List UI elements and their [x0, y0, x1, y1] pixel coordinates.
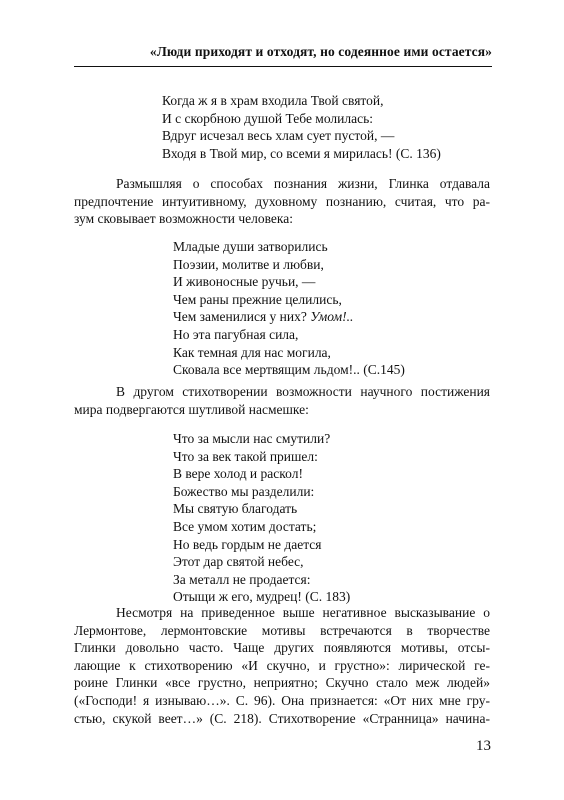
- paragraph-line: зум сковывает возможности человека:: [74, 211, 293, 227]
- poem-line: В вере холод и раскол!: [173, 466, 303, 482]
- paragraph-line: лающие к стихотворению «И скучно, и грустно»: лирической ге-: [74, 657, 490, 673]
- poem-line: Сковала все мертвящим льдом!.. (С.145): [173, 362, 405, 378]
- poem-line: За металл не продается:: [173, 571, 311, 587]
- paragraph-line: Несмотря на приведенное выше негативное высказывание о: [116, 605, 490, 620]
- paragraph-2: [74, 383, 490, 418]
- poem-line: Вдруг исчезал весь хлам сует пустой, —: [162, 128, 395, 144]
- poem-line: Что за век такой пришел:: [173, 448, 318, 464]
- poem-italic-word: Умом!..: [310, 309, 354, 325]
- poem-line: Мы святую благодать: [173, 501, 298, 517]
- poem-line: Как темная для нас могила,: [173, 344, 331, 360]
- paragraph-line: роине Глинки «все грустно, неприятно; Скучно стало меж людей»: [74, 675, 490, 691]
- paragraph-1: [74, 175, 490, 228]
- poem-line: Но эта пагубная сила,: [173, 326, 299, 342]
- paragraph-line: предпочтение интуитивному, духовному познанию, считая, что ра-: [74, 193, 490, 209]
- poem-stanza-1: [162, 92, 441, 162]
- paragraph-line: мира подвергаются шутливой насмешке:: [74, 401, 309, 417]
- poem-line-text: Чем заменилися у них?: [173, 309, 311, 325]
- poem-stanza-2: [173, 238, 405, 379]
- header-rule: [74, 66, 492, 67]
- poem-stanza-3: [173, 430, 350, 606]
- poem-line: Младые души затворились: [173, 239, 328, 254]
- running-header: «Люди приходят и отходят, но содеянное ими остается»: [149, 44, 492, 59]
- paragraph-line: Лермонтове, лермонтовские мотивы встречаются в творчестве: [74, 622, 490, 638]
- poem-line: И живоносные ручьи, —: [173, 274, 316, 290]
- paragraph-line: стью, скукой веет…» (С. 218). Стихотворение «Странница» начина-: [74, 710, 490, 726]
- poem-line: [173, 308, 405, 326]
- page-number: 13: [476, 738, 491, 754]
- poem-line: Этот дар святой небес,: [173, 554, 304, 570]
- poem-line: Но ведь гордым не дается: [173, 536, 322, 552]
- paragraph-line: В другом стихотворении возможности научного постижения: [116, 384, 490, 399]
- poem-line: Когда ж я в храм входила Твой святой,: [162, 93, 384, 108]
- poem-line: Все умом хотим достать;: [173, 518, 317, 534]
- paragraph-line: («Господи! я изнываю…». С. 96). Она признается: «От них мне гру-: [74, 692, 490, 708]
- paragraph-line: Глинки довольно часто. Чаще других появляются мотивы, отсы-: [74, 640, 490, 656]
- poem-line: Входя в Твой мир, со всеми я мирилась! (С. 136): [162, 145, 441, 161]
- paragraph-line: Размышляя о способах познания жизни, Глинка отдавала: [116, 176, 490, 191]
- poem-line: Отыщи ж его, мудрец! (С. 183): [173, 589, 351, 605]
- poem-line: Что за мысли нас смутили?: [173, 431, 331, 446]
- poem-line: Божество мы разделили:: [173, 483, 315, 499]
- poem-line: И с скорбною душой Тебе молилась:: [162, 110, 374, 126]
- poem-line: Чем раны прежние целились,: [173, 291, 342, 307]
- poem-line: Поэзии, молитве и любви,: [173, 256, 324, 272]
- paragraph-3: [74, 604, 490, 727]
